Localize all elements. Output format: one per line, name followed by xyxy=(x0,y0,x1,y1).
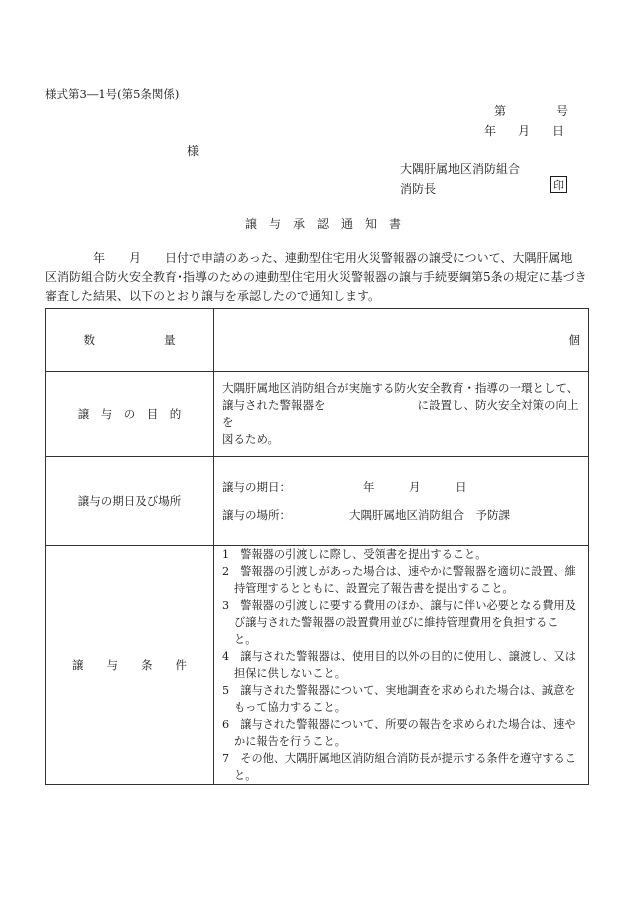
issue-date-day: 日 xyxy=(552,124,565,138)
transfer-date-label: 譲与の期日： xyxy=(222,480,291,494)
table-row-period-place xyxy=(46,457,589,546)
period-place-value xyxy=(214,457,589,546)
table-row-conditions xyxy=(46,546,589,785)
document-number-suffix: 号 xyxy=(556,104,569,118)
approval-table xyxy=(45,308,589,785)
purpose-label: 譲 与 の 目 的 xyxy=(46,372,214,457)
purpose-line: 大隅肝属地区消防組合が実施する防火安全教育・指導の一環として、 xyxy=(222,381,579,395)
transfer-place-label: 譲与の場所： xyxy=(222,508,291,522)
conditions-value xyxy=(214,546,589,785)
table-row-purpose xyxy=(46,372,589,457)
purpose-line: 譲与された警報器を に設置し、防火安全対策の向上を xyxy=(222,398,579,429)
transfer-date-value: 年 月 日 xyxy=(363,480,467,494)
notice-body xyxy=(45,249,590,306)
quantity-unit: 個 xyxy=(214,309,589,372)
issue-date-month: 月 xyxy=(518,124,531,138)
transfer-date-row xyxy=(222,480,580,494)
condition-item: 3 警報器の引渡しに要する費用のほか、譲与に伴い必要となる費用及び譲与された警報器の設置費用並びに維持管理費用を負担すること。 xyxy=(222,599,576,646)
conditions-label: 譲 与 条 件 xyxy=(46,546,214,785)
document-number-prefix: 第 xyxy=(494,104,507,118)
condition-item: 1 警報器の引渡しに際し、受領書を提出すること。 xyxy=(222,548,487,561)
transfer-place-row xyxy=(222,508,580,522)
issuer-organization: 大隅肝属地区消防組合 xyxy=(400,162,521,176)
purpose-line: 図るため。 xyxy=(222,432,280,446)
period-place-label: 譲与の期日及び場所 xyxy=(46,457,214,546)
seal-mark: 印 xyxy=(550,176,567,193)
purpose-value xyxy=(214,372,589,457)
document-number-line xyxy=(494,102,568,119)
condition-item: 2 警報器の引渡しがあった場合は、速やかに警報器を適切に設置、維持管理するとともに、設置完了報告書を提出すること。 xyxy=(222,565,576,595)
document-title: 譲 与 承 認 通 知 書 xyxy=(245,217,402,231)
quantity-label: 数 量 xyxy=(46,309,214,372)
condition-item: 7 その他、大隅肝属地区消防組合消防長が提示する条件を遵守すること。 xyxy=(222,752,576,782)
notice-body-line: 審査した結果、以下のとおり譲与を承認したので通知します。 xyxy=(45,289,381,303)
form-number: 様式第3―1号(第5条関係) xyxy=(45,87,180,101)
addressee-suffix: 様 xyxy=(187,144,200,158)
transfer-place-value: 大隅肝属地区消防組合 予防課 xyxy=(349,508,510,522)
notice-body-line: 年 月 日付で申請のあった、連動型住宅用火災警報器の譲受について、大隅肝属地 xyxy=(45,251,573,265)
condition-item: 4 譲与された警報器は、使用目的以外の目的に使用し、譲渡し、又は担保に供しないこと。 xyxy=(222,650,576,680)
issuer-title: 消防長 xyxy=(400,182,437,196)
issue-date-line xyxy=(484,122,564,139)
table-row-quantity xyxy=(46,309,589,372)
condition-item: 5 譲与された警報器について、実地調査を求められた場合は、誠意をもって協力すること。 xyxy=(222,684,576,714)
notice-body-line: 区消防組合防火安全教育･指導のための連動型住宅用火災警報器の譲与手続要綱第5条の規定に基づき xyxy=(45,270,587,284)
issue-date-year: 年 xyxy=(484,124,497,138)
condition-item: 6 譲与された警報器について、所要の報告を求められた場合は、速やかに報告を行うこと。 xyxy=(222,718,576,748)
